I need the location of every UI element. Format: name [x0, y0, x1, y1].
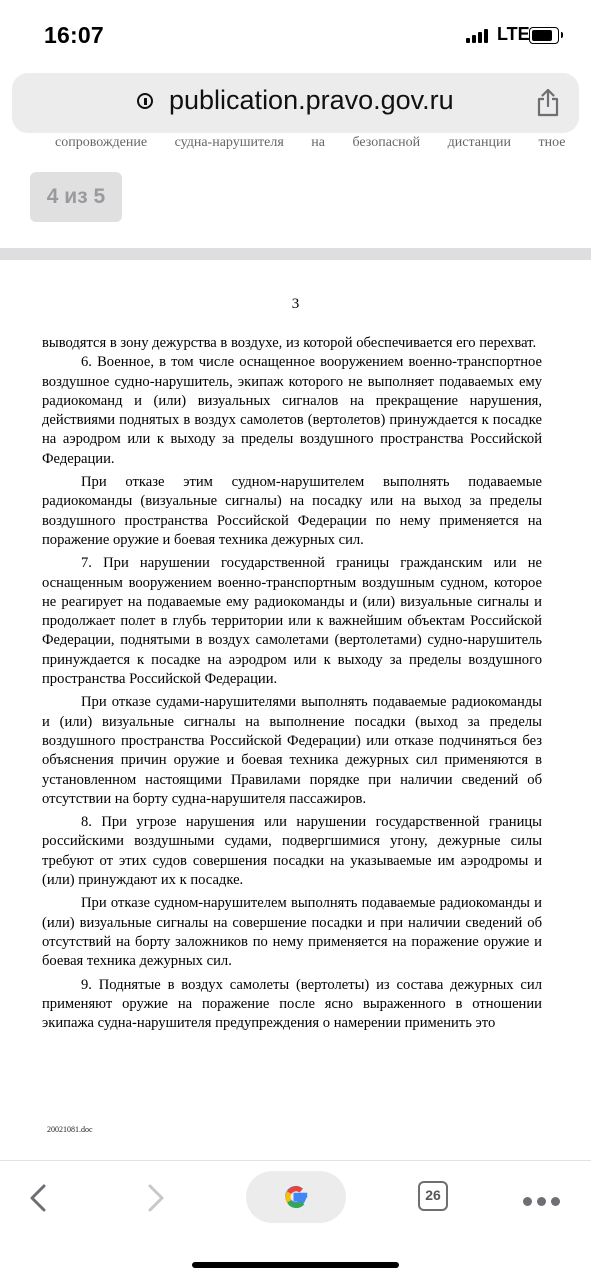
paragraph: 7. При нарушении государственной границы гражданским или не оснащенным вооружением военно-транспортным воздушным судном, которое не реагирует на подаваемые ему радиокоманды и (или) визуальные сигналы и продолжает полет в глубь территории или к важнейшим объектам Российской Федерации, поднятыми в воздух самолетами (вертолетами) судно-нарушитель принуждается к посадке на аэродром или к выходу за пределы воздушного пространства Российской Федерации. — [42, 555, 542, 688]
home-indicator[interactable] — [192, 1262, 399, 1268]
url-text[interactable]: publication.pravo.gov.ru — [169, 85, 454, 115]
more-icon[interactable] — [523, 1193, 565, 1211]
paragraph: 8. При угрозе нарушения или нарушении государственной границы российскими воздушными судами, подвергшимися угону, дежурные силы требуют от этих судов совершения посадки на указываемые им аэродромы и (или) принуждают их к посадке. — [42, 814, 542, 889]
page-counter: 4 из 5 — [30, 172, 122, 222]
google-icon — [280, 1181, 312, 1213]
bottom-toolbar — [0, 1160, 591, 1281]
document-filename: 20021081.doc — [47, 1125, 93, 1134]
status-bar — [0, 0, 591, 66]
paragraph: 6. Военное, в том числе оснащенное вооружением военно-транспортное воздушное судно-нарушитель, экипаж которого не выполняет подаваемых ему радиокоманд и (или) визуальных сигналов на прекращение нарушения, действиями поднятых в воздух самолетов (вертолетов) принуждается к посадке на аэродром или к выходу за пределы воздушного пространства Российской Федерации. — [42, 354, 542, 467]
status-time: 16:07 — [44, 22, 104, 48]
address-bar[interactable] — [12, 73, 579, 133]
page-separator — [0, 248, 591, 260]
paragraph: При отказе судами-нарушителями выполнять подаваемые радиокоманды и (или) визуальные сигналы на выполнение посадки (выход за пределы воздушного пространства Российской Федерации) или отказе подчиняться без объяснения причин оружие и боевая техника дежурных сил применяются в установленном настоящими Правилами порядке при наличии сведений об отсутствии на борту судна-нарушителя пассажиров. — [42, 694, 542, 807]
previous-page-text: сопровождение судна-нарушителя на безопасной дистанции тное — [55, 135, 566, 150]
paragraph: выводятся в зону дежурства в воздухе, из которой обеспечивается его перехват. — [42, 335, 537, 351]
page-number: 3 — [291, 296, 300, 312]
info-icon[interactable] — [137, 93, 153, 109]
battery-icon — [529, 27, 559, 44]
network-type: LTE — [497, 24, 530, 44]
paragraph: При отказе этим судном-нарушителем выполнять подаваемые радиокоманды (визуальные сигналы) на посадку или на выход за пределы воздушного пространства Российской Федерации по нему применяется на поражение оружие и боевая техника дежурных сил. — [42, 474, 542, 548]
document-text — [42, 334, 542, 1033]
google-button[interactable] — [246, 1171, 346, 1223]
paragraph: При отказе судном-нарушителем выполнять подаваемые радиокоманды и (или) визуальные сигналы на совершение посадки и при наличии сведений об отсутствий на борту заложников по нему применяется на поражение оружие и боевая техника дежурных сил. — [42, 895, 542, 970]
forward-icon[interactable] — [146, 1183, 166, 1213]
signal-icon — [466, 29, 492, 43]
share-icon[interactable] — [536, 87, 560, 117]
tabs-button[interactable]: 26 — [418, 1181, 448, 1211]
previous-page-bottom — [0, 135, 591, 248]
back-icon[interactable] — [28, 1183, 48, 1213]
paragraph: 9. Поднятые в воздух самолеты (вертолеты) из состава дежурных сил применяют оружие на поражение после ясно выраженного в отношении экипажа судна-нарушителя предупреждения о намерении применить это — [42, 976, 542, 1032]
